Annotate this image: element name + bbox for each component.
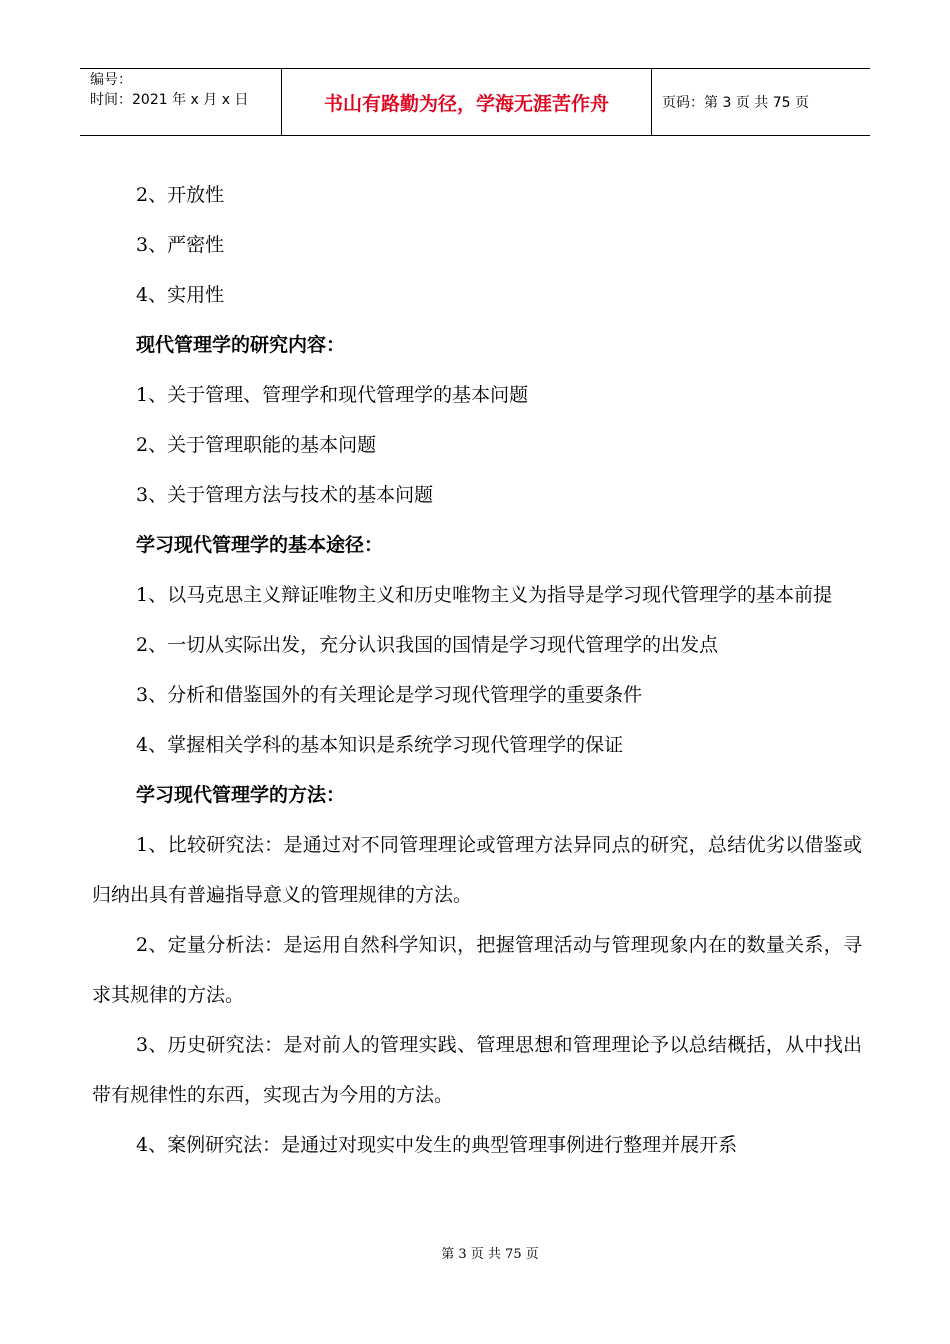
body-paragraph: 4、掌握相关学科的基本知识是系统学习现代管理学的保证 [136, 734, 624, 756]
body-paragraph: 3、历史研究法：是对前人的管理实践、管理思想和管理理论予以总结概括，从中找出带有规律性的东西，实现古为今用的方法。 [92, 1034, 862, 1106]
body-paragraph: 3、关于管理方法与技术的基本问题 [136, 484, 434, 506]
header-page-number: 页码：第 3 页 共 75 页 [662, 95, 809, 111]
body-paragraph: 4、案例研究法：是通过对现实中发生的典型管理事例进行整理并展开系 [136, 1134, 738, 1156]
header-meta-cell [80, 69, 282, 135]
page-footer: 第 3 页 共 75 页 [441, 1247, 539, 1262]
section-heading: 学习现代管理学的方法： [136, 784, 346, 806]
header-motto: 书山有路勤为径，学海无涯苦作舟 [323, 93, 609, 115]
document-date: 时间：2021 年 x 月 x 日 [90, 92, 249, 108]
header-page-cell [652, 69, 870, 135]
document-number-label: 编号： [90, 72, 132, 88]
body-paragraph: 2、定量分析法：是运用自然科学知识，把握管理活动与管理现象内在的数量关系，寻求其规律的方法。 [92, 934, 862, 1006]
body-paragraph: 3、分析和借鉴国外的有关理论是学习现代管理学的重要条件 [136, 684, 643, 706]
section-heading: 学习现代管理学的基本途径： [136, 534, 384, 556]
body-paragraph: 2、关于管理职能的基本问题 [136, 434, 377, 456]
body-paragraph: 1、比较研究法：是通过对不同管理理论或管理方法异同点的研究，总结优劣以借鉴或归纳出具有普遍指导意义的管理规律的方法。 [92, 834, 862, 906]
body-paragraph: 2、一切从实际出发，充分认识我国的国情是学习现代管理学的出发点 [136, 634, 719, 656]
header-motto-cell [282, 69, 652, 135]
section-heading: 现代管理学的研究内容： [136, 334, 346, 356]
page-header [80, 68, 870, 136]
body-paragraph: 4、实用性 [136, 284, 225, 306]
body-paragraph: 3、严密性 [136, 234, 225, 256]
body-paragraph: 1、关于管理、管理学和现代管理学的基本问题 [136, 384, 529, 406]
body-paragraph: 1、以马克思主义辩证唯物主义和历史唯物主义为指导是学习现代管理学的基本前提 [136, 584, 833, 606]
body-paragraph: 2、开放性 [136, 184, 225, 206]
document-body [92, 170, 862, 1170]
